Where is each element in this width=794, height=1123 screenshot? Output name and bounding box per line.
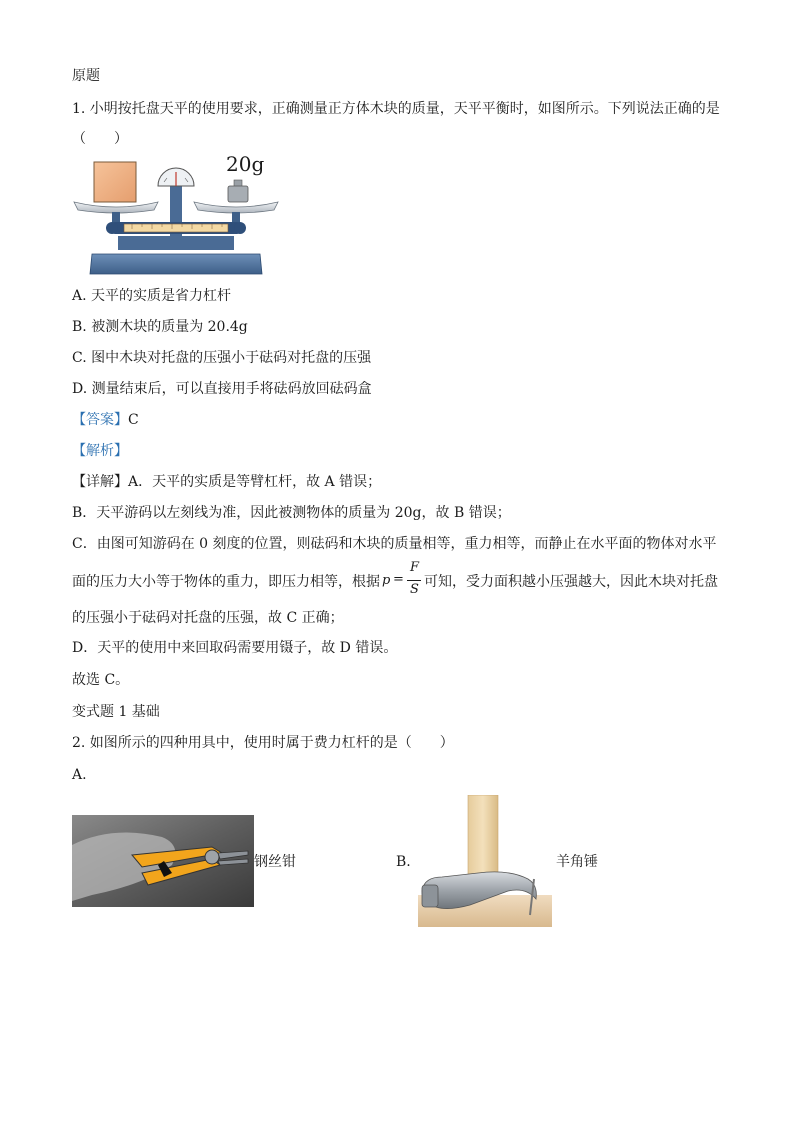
detail-d: D．天平的使用中来回取码需要用镊子，故 D 错误。	[72, 640, 398, 656]
detail-c-line1: C．由图可知游码在 0 刻度的位置，则砝码和木块的质量相等，重力相等，而静止在水平面的物体对水平	[72, 536, 717, 552]
weight-label: 20g	[226, 152, 265, 176]
option-a-name: 钢丝钳	[254, 854, 296, 870]
detail-c-line2-pre: 面的压力大小等于物体的重力，即压力相等，根据	[72, 574, 380, 590]
hammer-image	[418, 795, 552, 927]
beam-scale	[124, 224, 228, 232]
detail-c-line3: 的压强小于砝码对托盘的压强，故 C 正确；	[72, 610, 344, 626]
variant-title: 变式题 1 基础	[72, 704, 160, 720]
formula-denominator: S	[410, 582, 419, 597]
option-d: D. 测量结束后，可以直接用手将砝码放回砝码盒	[72, 381, 372, 397]
pliers-image	[72, 815, 254, 907]
formula-p: p	[382, 573, 391, 588]
formula-numerator: F	[410, 560, 420, 575]
wooden-block	[94, 162, 136, 202]
formula-equals: =	[393, 572, 404, 587]
detail-tag: 【详解】	[72, 474, 128, 490]
section-header: 原题	[72, 68, 100, 84]
answer-value: C	[128, 412, 139, 428]
question-1-stem: 1. 小明按托盘天平的使用要求，正确测量正方体木块的质量，天平平衡时，如图所示。下列说法正确的是	[72, 101, 720, 117]
detail-a: 【详解】A．天平的实质是等臂杠杆，故 A 错误；	[72, 474, 382, 490]
option-b-name: 羊角锤	[556, 854, 598, 870]
option-c: C. 图中木块对托盘的压强小于砝码对托盘的压强	[72, 350, 372, 366]
option-a-label: A.	[72, 767, 87, 783]
question-2-stem: 2. 如图所示的四种用具中，使用时属于费力杠杆的是（ ）	[72, 735, 454, 751]
conclusion: 故选 C。	[72, 672, 130, 688]
answer-row	[72, 410, 139, 430]
detail-c-line2-post: 可知，受力面积越小压强越大，因此木块对托盘	[424, 574, 718, 590]
answer-tag: 【答案】	[72, 412, 128, 428]
option-a: A. 天平的实质是省力杠杆	[72, 288, 232, 304]
option-b-label: B.	[396, 854, 411, 870]
detail-b: B．天平游码以左刻线为准，因此被测物体的质量为 20g，故 B 错误；	[72, 505, 511, 521]
question-1-blank: （ ）	[72, 131, 128, 147]
analysis-tag: 【解析】	[72, 443, 128, 459]
option-b: B. 被测木块的质量为 20.4g	[72, 319, 248, 335]
weight-20g	[228, 186, 248, 202]
fraction-bar	[407, 580, 421, 581]
